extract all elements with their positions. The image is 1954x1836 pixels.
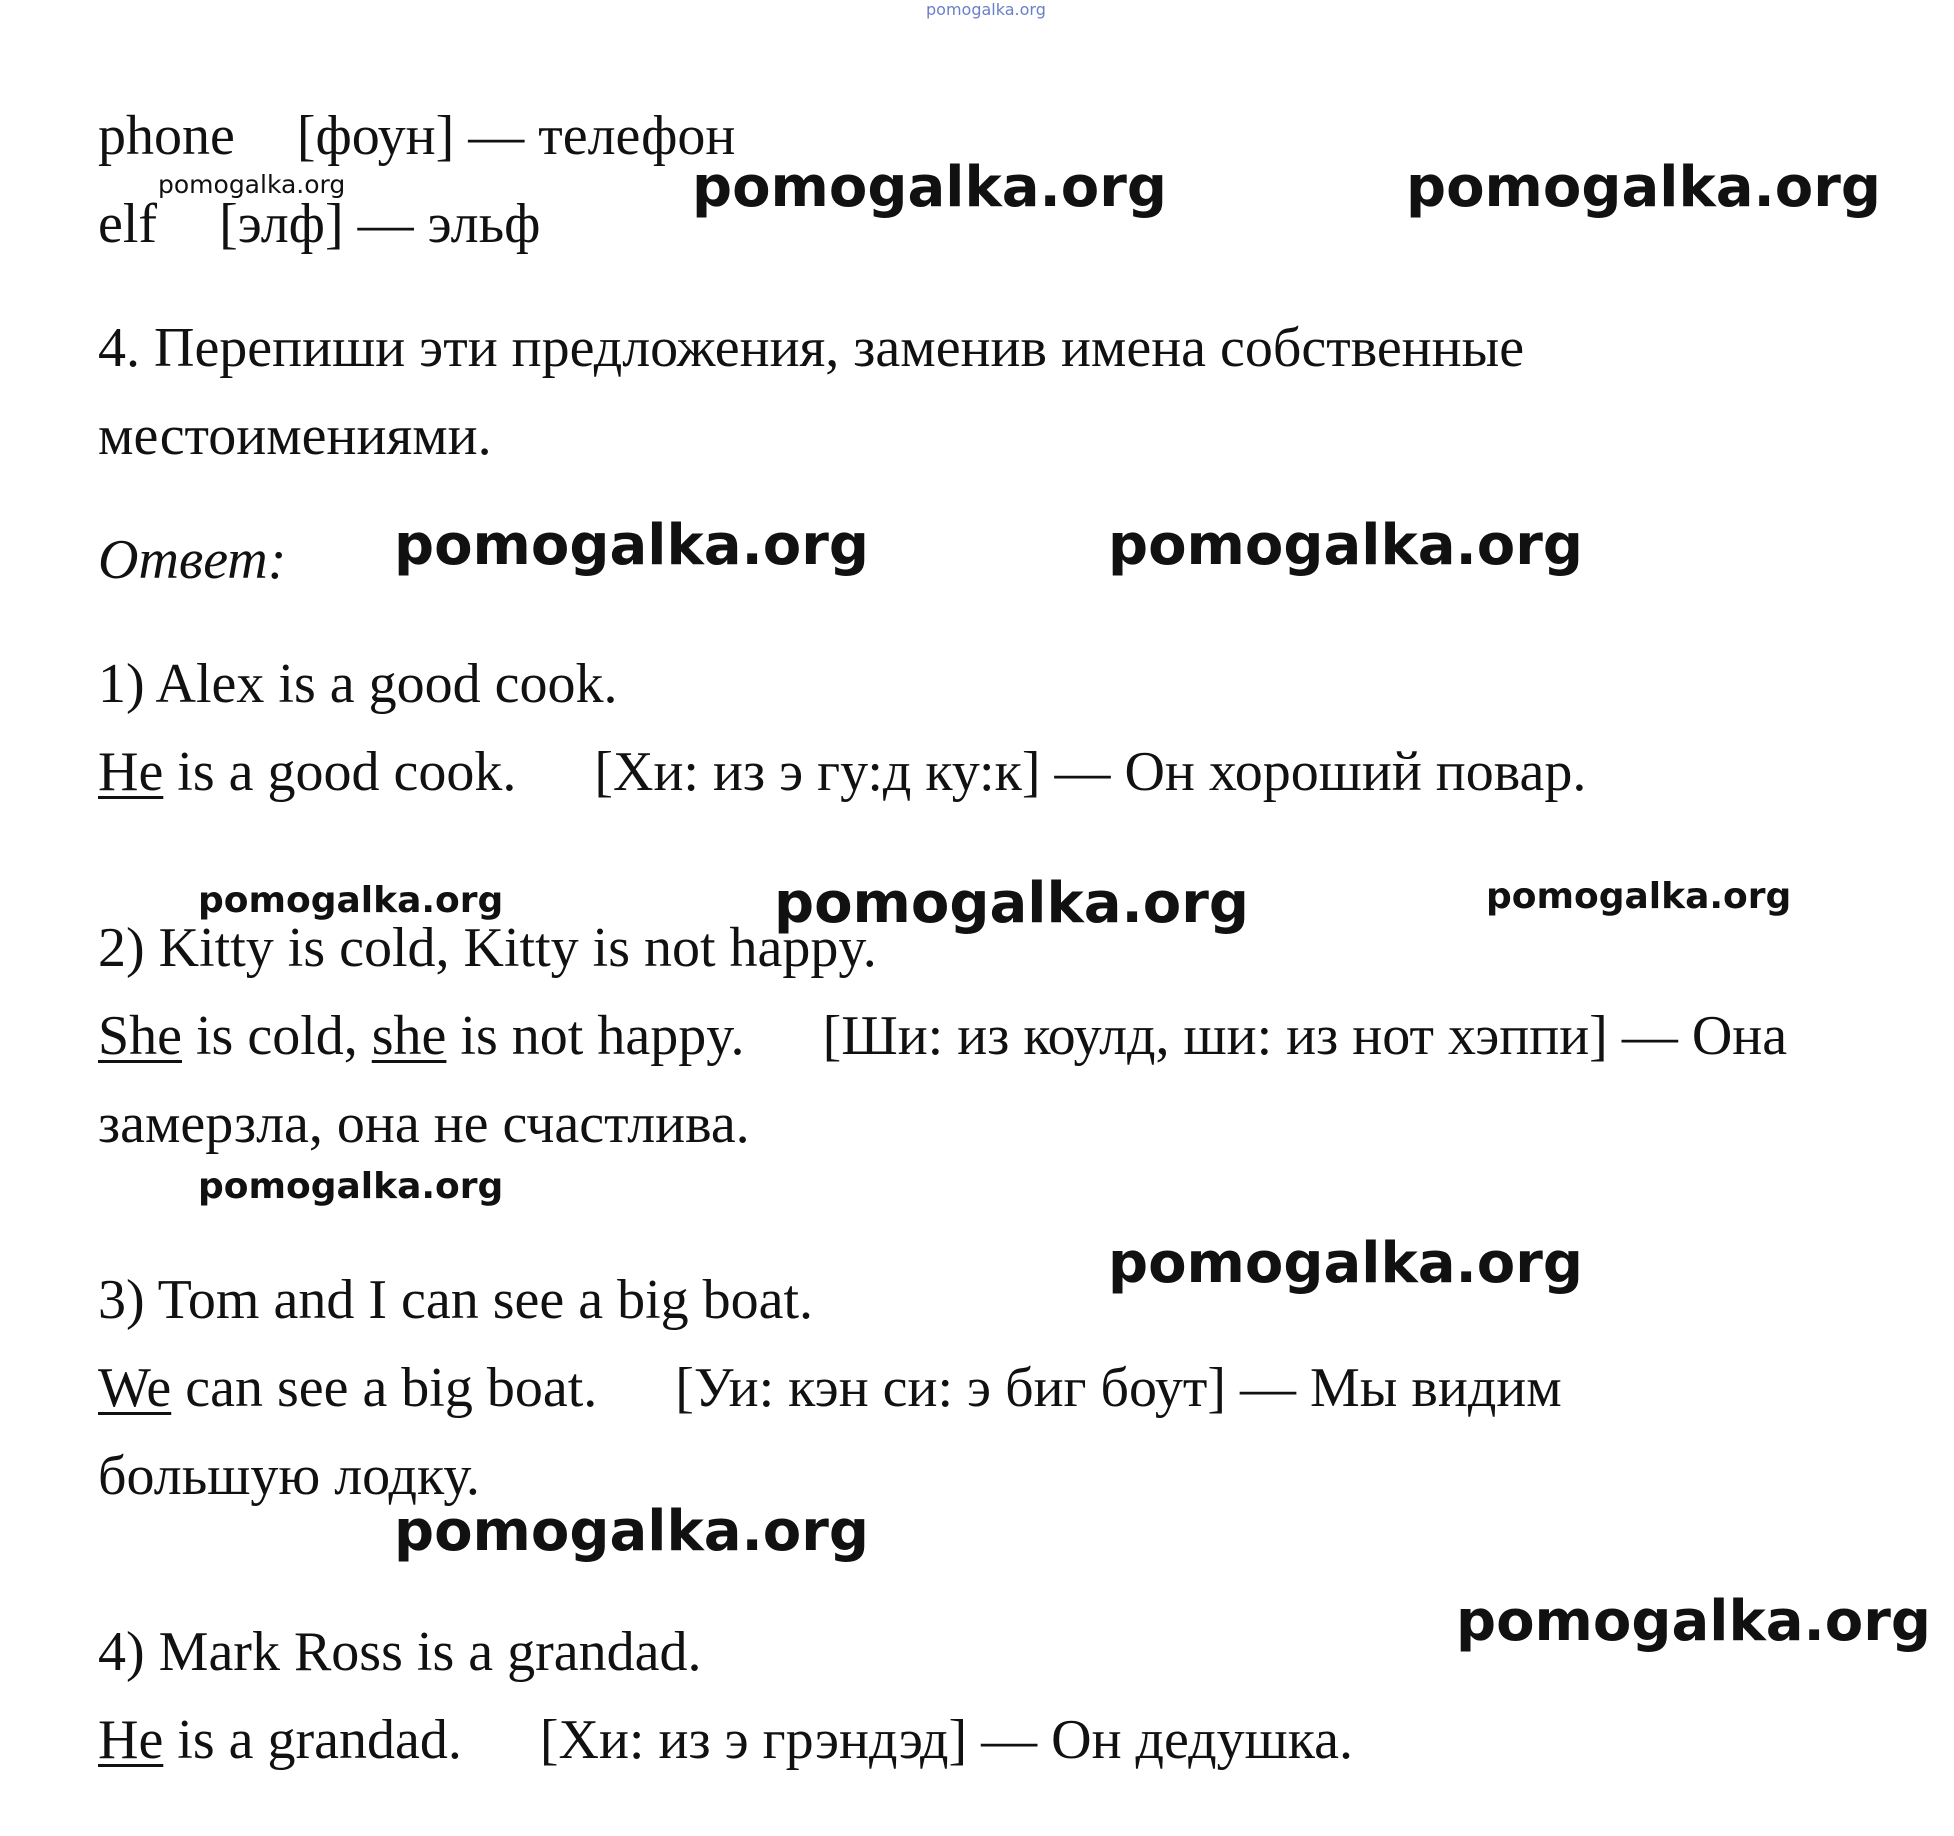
vocab-transcription: [фоун]: [296, 105, 455, 167]
item-1-original: 1) Alex is a good cook.: [98, 653, 618, 715]
vocab-word: elf: [98, 193, 158, 255]
watermark-text: pomogalka.org: [198, 880, 504, 921]
item-2-answer: [98, 1004, 1787, 1068]
vocab-row-phone: [98, 104, 735, 168]
watermark-text: pomogalka.org: [394, 1499, 869, 1564]
watermark-text: pomogalka.org: [1108, 513, 1583, 578]
item-1-answer: [98, 740, 1586, 804]
item-3-continuation: большую лодку.: [98, 1445, 480, 1507]
transcription: [Ши: из коулд, ши: из нот хэппи] — Она: [822, 1005, 1788, 1067]
pronoun: He: [98, 741, 164, 803]
answer-rest: is a good cook.: [163, 741, 517, 803]
pronoun: she: [371, 1005, 447, 1067]
vocab-row-elf: [98, 192, 540, 256]
watermark-text: pomogalka.org: [1486, 876, 1792, 917]
watermark-text: pomogalka.org: [394, 513, 869, 578]
item-3-answer: [98, 1356, 1562, 1420]
transcription: [Хи: из э грэндэд] — Он дедушка.: [539, 1709, 1353, 1771]
watermark-text: pomogalka.org: [1108, 1231, 1583, 1296]
pronoun: He: [98, 1709, 164, 1771]
answer-label: Ответ:: [98, 529, 287, 591]
item-4-answer: [98, 1708, 1353, 1772]
transcription: [Хи: из э гу:д ку:к] — Он хороший повар.: [594, 741, 1587, 803]
vocab-transcription: [элф]: [219, 193, 344, 255]
vocab-dash: —: [357, 193, 414, 255]
watermark-text: pomogalka.org: [1406, 155, 1881, 220]
top-watermark: pomogalka.org: [926, 0, 1046, 19]
vocab-translation: телефон: [538, 105, 736, 167]
vocab-word: phone: [98, 105, 235, 167]
answer-rest: can see a big boat.: [171, 1357, 598, 1419]
task-text-line-2: местоимениями.: [98, 405, 492, 467]
item-2-continuation: замерзла, она не счастлива.: [98, 1093, 750, 1155]
watermark-text: pomogalka.org: [692, 155, 1167, 220]
watermark-text: pomogalka.org: [198, 1166, 504, 1207]
pronoun: We: [98, 1357, 172, 1419]
task-text-line-1: 4. Перепиши эти предложения, заменив имена собственные: [98, 317, 1525, 379]
watermark-text: pomogalka.org: [158, 170, 346, 199]
pronoun: She: [98, 1005, 182, 1067]
item-3-original: 3) Tom and I can see a big boat.: [98, 1269, 814, 1331]
answer-rest: is a grandad.: [163, 1709, 462, 1771]
answer-mid: is cold,: [182, 1005, 372, 1067]
transcription: [Уи: кэн си: э биг боут] — Мы видим: [675, 1357, 1562, 1419]
answer-rest: is not happy.: [446, 1005, 745, 1067]
vocab-dash: —: [468, 105, 525, 167]
vocab-translation: эльф: [427, 193, 541, 255]
watermark-text: pomogalka.org: [774, 871, 1249, 936]
item-2-original: 2) Kitty is cold, Kitty is not happy.: [98, 917, 877, 979]
watermark-text: pomogalka.org: [1456, 1589, 1931, 1654]
item-4-original: 4) Mark Ross is a grandad.: [98, 1621, 702, 1683]
